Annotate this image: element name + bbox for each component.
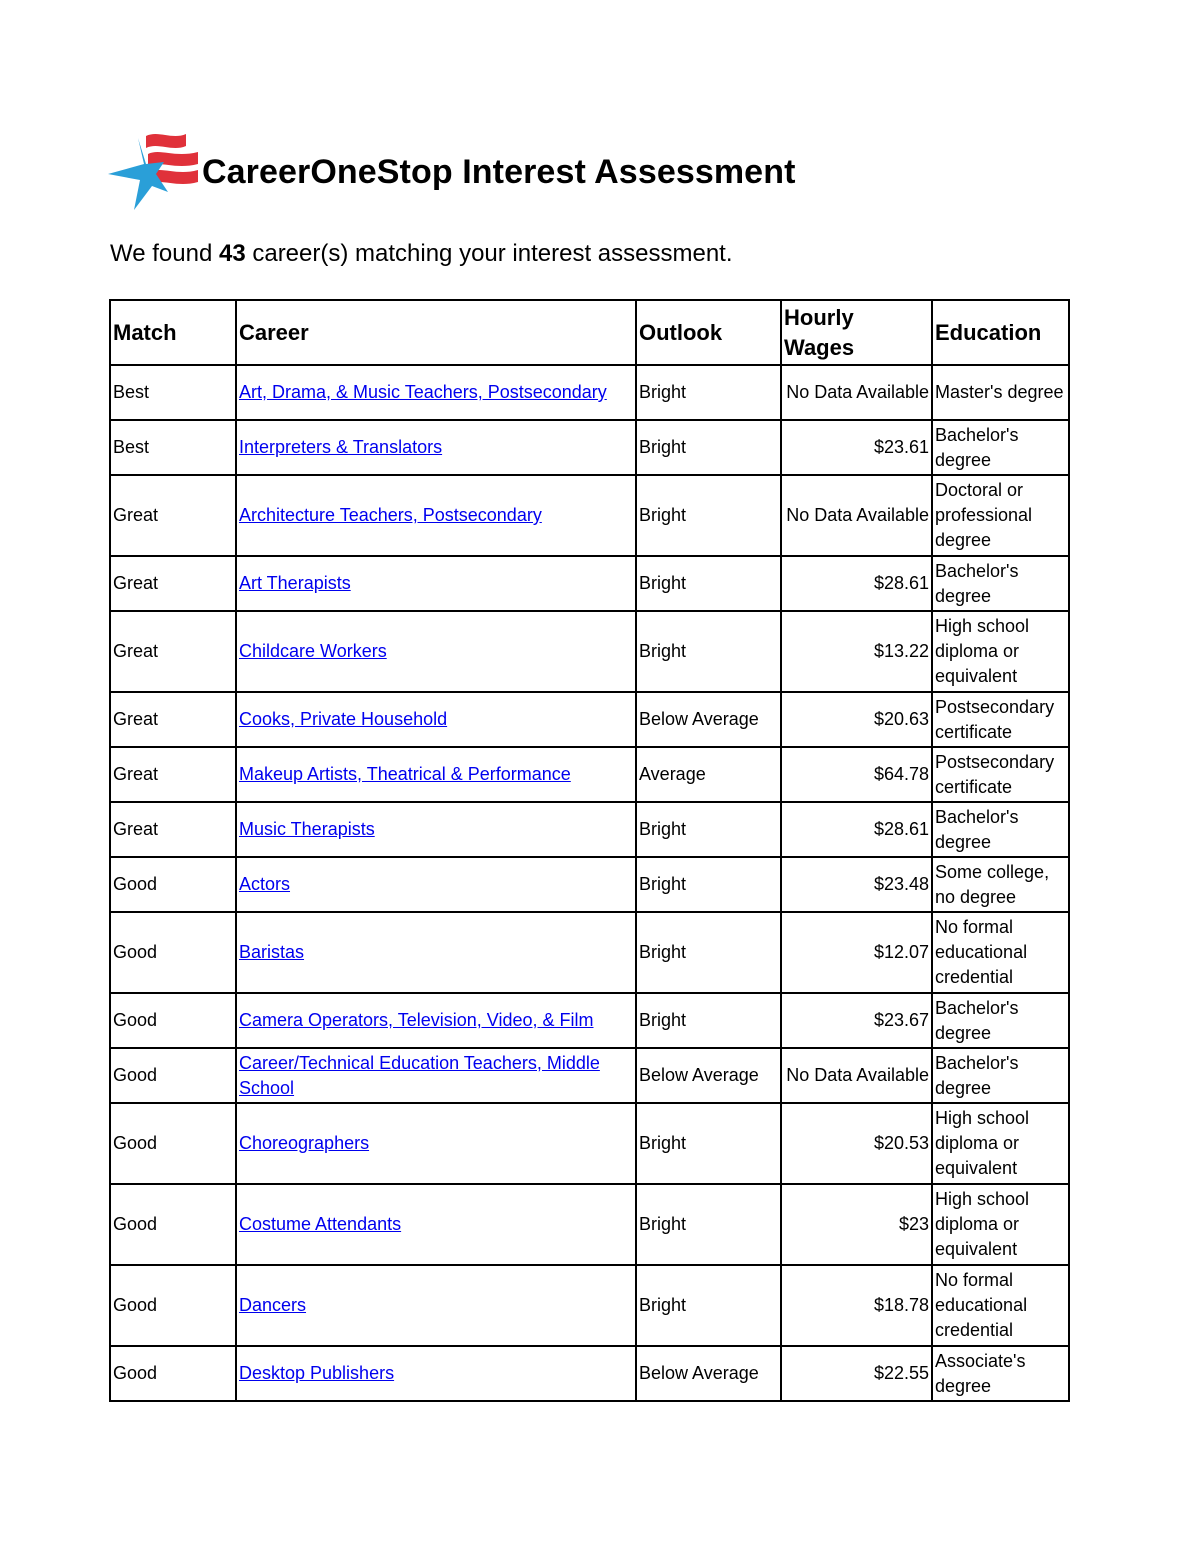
education-cell: Bachelor's degree [932,1048,1069,1103]
career-link[interactable]: Architecture Teachers, Postsecondary [239,505,542,525]
match-cell: Great [110,692,236,747]
career-link[interactable]: Choreographers [239,1133,370,1153]
outlook-cell: Below Average [636,1346,781,1401]
career-link[interactable]: Music Therapists [239,819,375,839]
education-cell: No formal educational credential [932,912,1069,993]
outlook-cell: Bright [636,611,781,692]
education-cell: Postsecondary certificate [932,692,1069,747]
education-cell: Associate's degree [932,1346,1069,1401]
outlook-cell: Bright [636,802,781,857]
table-row [110,1048,1069,1103]
career-link[interactable]: Cooks, Private Household [239,709,448,729]
career-cell [236,857,636,912]
match-cell: Great [110,611,236,692]
match-cell: Good [110,1103,236,1184]
education-cell: High school diploma or equivalent [932,1184,1069,1265]
table-row [110,556,1069,611]
education-cell: Bachelor's degree [932,993,1069,1048]
career-link[interactable]: Art Therapists [239,573,351,593]
career-cell [236,420,636,475]
match-cell: Good [110,857,236,912]
career-link[interactable]: Baristas [239,942,305,962]
hourly-wage-cell: $12.07 [781,912,932,993]
table-row [110,420,1069,475]
table-row [110,692,1069,747]
career-cell [236,475,636,556]
match-cell: Good [110,1184,236,1265]
education-cell: High school diploma or equivalent [932,1103,1069,1184]
career-cell [236,1103,636,1184]
career-cell [236,747,636,802]
match-cell: Great [110,556,236,611]
results-summary [110,240,733,268]
career-cell [236,611,636,692]
match-cell: Good [110,1265,236,1346]
outlook-cell: Bright [636,420,781,475]
hourly-wage-cell: $28.61 [781,802,932,857]
column-header-career: Career [236,300,636,365]
hourly-wage-cell: $22.55 [781,1346,932,1401]
education-cell: Postsecondary certificate [932,747,1069,802]
summary-suffix: career(s) matching your interest assessment. [252,240,733,267]
career-link[interactable]: Art, Drama, & Music Teachers, Postsecondary [239,382,607,402]
match-cell: Great [110,802,236,857]
outlook-cell: Bright [636,365,781,420]
career-cell [236,365,636,420]
table-row [110,912,1069,993]
match-cell: Good [110,912,236,993]
career-cell [236,802,636,857]
education-cell: Doctoral or professional degree [932,475,1069,556]
hourly-wage-cell: $18.78 [781,1265,932,1346]
career-cell [236,1184,636,1265]
career-link[interactable]: Actors [239,874,291,894]
career-cell [236,1048,636,1103]
outlook-cell: Bright [636,993,781,1048]
education-cell: Bachelor's degree [932,802,1069,857]
match-cell: Good [110,993,236,1048]
column-header-outlook: Outlook [636,300,781,365]
hourly-wage-cell: No Data Available [781,365,932,420]
column-header-match: Match [110,300,236,365]
career-cell [236,993,636,1048]
outlook-cell: Bright [636,1184,781,1265]
hourly-wage-cell: $23.61 [781,420,932,475]
table-row [110,365,1069,420]
column-header-education: Education [932,300,1069,365]
match-cell: Great [110,475,236,556]
career-link[interactable]: Interpreters & Translators [239,437,443,457]
hourly-wage-cell: $20.63 [781,692,932,747]
table-row [110,611,1069,692]
match-cell: Best [110,420,236,475]
career-link[interactable]: Childcare Workers [239,641,387,661]
hourly-wage-cell: $28.61 [781,556,932,611]
education-cell: No formal educational credential [932,1265,1069,1346]
page-header [106,130,796,214]
table-row [110,1103,1069,1184]
career-link[interactable]: Career/Technical Education Teachers, Middle School [239,1052,600,1098]
career-link[interactable]: Costume Attendants [239,1214,402,1234]
career-cell [236,692,636,747]
outlook-cell: Below Average [636,692,781,747]
career-link[interactable]: Dancers [239,1295,307,1315]
outlook-cell: Bright [636,1265,781,1346]
results-count: 43 [218,240,246,267]
outlook-cell: Average [636,747,781,802]
education-cell: Bachelor's degree [932,556,1069,611]
career-link[interactable]: Makeup Artists, Theatrical & Performance [239,764,571,784]
match-cell: Good [110,1048,236,1103]
outlook-cell: Bright [636,912,781,993]
column-header-hourly-wages: Hourly Wages [781,300,932,365]
hourly-wage-cell: $13.22 [781,611,932,692]
table-row [110,1346,1069,1401]
career-cell [236,1346,636,1401]
hourly-wage-cell: $23.48 [781,857,932,912]
career-link[interactable]: Desktop Publishers [239,1363,395,1383]
summary-prefix: We found [110,240,213,267]
outlook-cell: Bright [636,1103,781,1184]
outlook-cell: Bright [636,857,781,912]
table-header-row [110,300,1069,365]
education-cell: High school diploma or equivalent [932,611,1069,692]
careeronestop-logo-icon [106,130,202,214]
table-row [110,802,1069,857]
table-row [110,993,1069,1048]
outlook-cell: Bright [636,556,781,611]
hourly-wage-cell: $64.78 [781,747,932,802]
hourly-wage-cell: No Data Available [781,1048,932,1103]
career-cell [236,912,636,993]
education-cell: Some college, no degree [932,857,1069,912]
table-row [110,1184,1069,1265]
hourly-wage-cell: $23.67 [781,993,932,1048]
table-row [110,475,1069,556]
career-cell [236,556,636,611]
career-cell [236,1265,636,1346]
hourly-wage-cell: No Data Available [781,475,932,556]
match-cell: Good [110,1346,236,1401]
career-link[interactable]: Camera Operators, Television, Video, & Film [239,1010,594,1030]
table-row [110,857,1069,912]
outlook-cell: Bright [636,475,781,556]
match-cell: Great [110,747,236,802]
page-title: CareerOneStop Interest Assessment [202,152,796,191]
outlook-cell: Below Average [636,1048,781,1103]
table-row [110,1265,1069,1346]
education-cell: Bachelor's degree [932,420,1069,475]
education-cell: Master's degree [932,365,1069,420]
results-table [109,299,1070,1402]
match-cell: Best [110,365,236,420]
table-row [110,747,1069,802]
hourly-wage-cell: $23 [781,1184,932,1265]
hourly-wage-cell: $20.53 [781,1103,932,1184]
